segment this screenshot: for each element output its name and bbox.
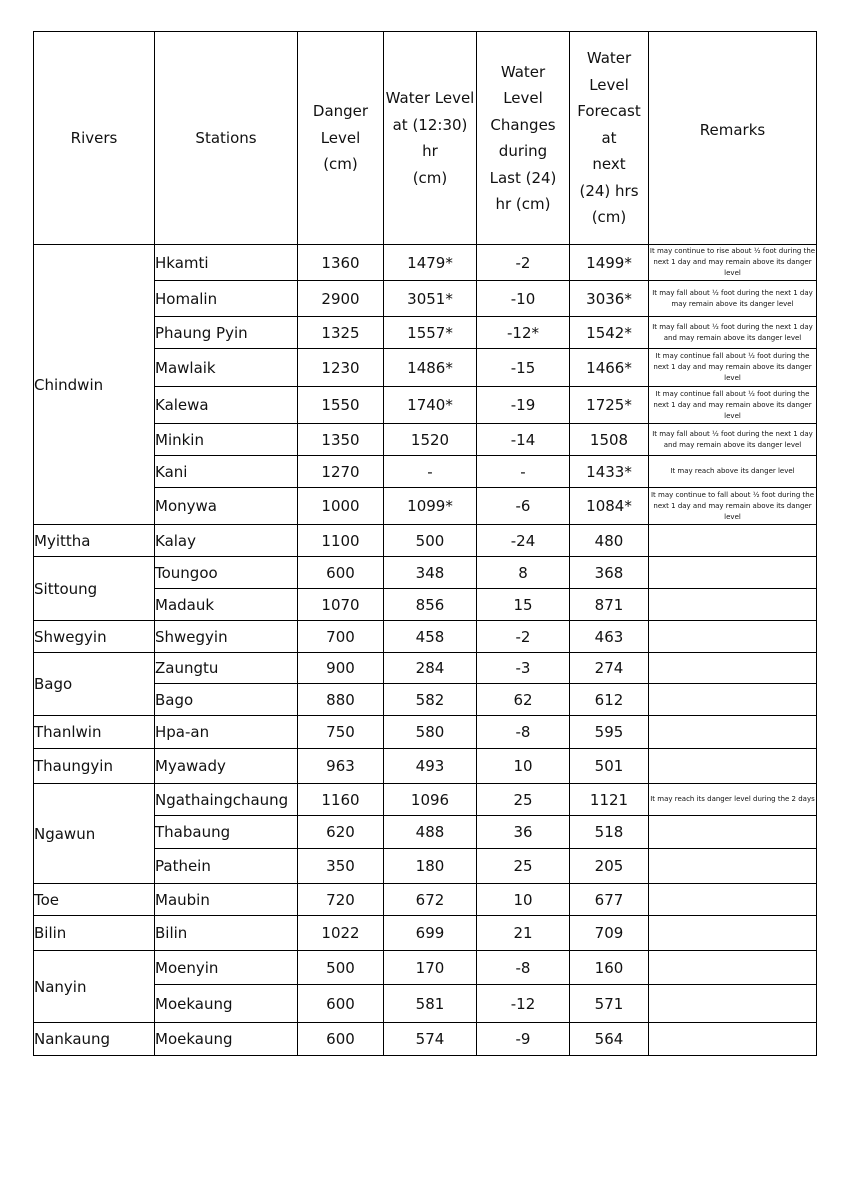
danger-level-value: 1000 [298,488,384,525]
danger-level-value: 963 [298,749,384,784]
water-level-value: 1096 [384,784,477,816]
header-line: Danger [312,102,369,121]
forecast-value: 463 [570,621,649,653]
water-level-value: 699 [384,916,477,951]
table-row [34,884,817,916]
header-line: next [592,155,626,174]
danger-level-value: 1022 [298,916,384,951]
station-name: Mawlaik [155,349,298,387]
remark-text: It may continue to fall about ½ foot during the next 1 day and may remain above its danger level [649,488,817,525]
header-line: Water [586,49,632,68]
forecast-value: 571 [570,985,649,1023]
header-stations: Stations [155,32,298,245]
remark-text [649,1023,817,1056]
table-row [34,525,817,557]
header-line: (cm) [323,155,358,174]
forecast-value: 612 [570,684,649,716]
forecast-value: 564 [570,1023,649,1056]
station-name: Maubin [155,884,298,916]
forecast-value: 677 [570,884,649,916]
level-change-value: 8 [477,557,570,589]
water-level-table [33,31,817,1056]
station-name: Hpa-an [155,716,298,749]
remark-text [649,684,817,716]
danger-level-value: 620 [298,816,384,849]
station-name: Minkin [155,424,298,456]
header-level-forecast [570,32,649,245]
forecast-value: 595 [570,716,649,749]
forecast-value: 1084* [570,488,649,525]
remark-text: It may fall about ½ foot during the next 1 day and may remain above its danger level [649,317,817,349]
remark-text: It may fall about ½ foot during the next 1 day and may remain above its danger level [649,424,817,456]
station-name: Thabaung [155,816,298,849]
water-level-value: 856 [384,589,477,621]
danger-level-value: 1160 [298,784,384,816]
water-level-value: 488 [384,816,477,849]
station-name: Bilin [155,916,298,951]
table-row [34,557,817,589]
level-change-value: -8 [477,716,570,749]
danger-level-value: 1070 [298,589,384,621]
river-name: Thanlwin [34,716,155,749]
river-name: Bilin [34,916,155,951]
danger-level-value: 1230 [298,349,384,387]
forecast-value: 368 [570,557,649,589]
level-change-value: - [477,456,570,488]
water-level-value: 1557* [384,317,477,349]
header-level-changes [477,32,570,245]
level-change-value: -12 [477,985,570,1023]
remark-text [649,589,817,621]
level-change-value: 25 [477,784,570,816]
forecast-value: 1121 [570,784,649,816]
level-change-value: 36 [477,816,570,849]
station-name: Kani [155,456,298,488]
table-row [34,749,817,784]
remark-text: It may reach its danger level during the 2 days [649,784,817,816]
danger-level-value: 600 [298,557,384,589]
table-row [34,784,817,816]
table-row [34,716,817,749]
header-rivers: Rivers [34,32,155,245]
station-name: Bago [155,684,298,716]
forecast-value: 518 [570,816,649,849]
station-name: Shwegyin [155,621,298,653]
water-level-value: 1486* [384,349,477,387]
header-line: Last (24) [489,168,557,187]
header-line: at (12:30) hr [392,115,468,160]
remark-text: It may reach above its danger level [649,456,817,488]
remark-text [649,525,817,557]
remark-text [649,816,817,849]
header-line: (24) hrs [579,181,639,200]
danger-level-value: 880 [298,684,384,716]
table-body [34,245,817,1056]
water-level-value: 3051* [384,281,477,317]
level-change-value: 10 [477,884,570,916]
header-line: Level [320,128,361,147]
water-level-value: 284 [384,653,477,684]
header-line: Water Level [385,89,475,107]
level-change-value: -6 [477,488,570,525]
level-change-value: 21 [477,916,570,951]
water-level-value: 1099* [384,488,477,525]
forecast-value: 871 [570,589,649,621]
station-name: Kalay [155,525,298,557]
station-name: Phaung Pyin [155,317,298,349]
table-row [34,621,817,653]
remark-text [649,884,817,916]
header-line: (cm) [412,168,448,187]
level-change-value: -8 [477,951,570,985]
level-change-value: -2 [477,245,570,281]
level-change-value: 10 [477,749,570,784]
station-name: Zaungtu [155,653,298,684]
level-change-value: -2 [477,621,570,653]
river-name: Shwegyin [34,621,155,653]
remark-text [649,621,817,653]
water-level-value: 493 [384,749,477,784]
table-row [34,245,817,281]
river-name: Chindwin [34,245,155,525]
station-name: Moekaung [155,985,298,1023]
danger-level-value: 1325 [298,317,384,349]
header-line: Changes [490,115,556,134]
forecast-value: 480 [570,525,649,557]
remark-text [649,557,817,589]
station-name: Moekaung [155,1023,298,1056]
header-line: during [498,142,548,160]
table-row [34,951,817,985]
header-danger-level [298,32,384,245]
level-change-value: -24 [477,525,570,557]
level-change-value: -19 [477,387,570,424]
forecast-value: 1499* [570,245,649,281]
remark-text: It may continue to rise about ½ foot during the next 1 day and may remain above its danger level [649,245,817,281]
forecast-value: 501 [570,749,649,784]
danger-level-value: 900 [298,653,384,684]
water-level-value: - [384,456,477,488]
level-change-value: 25 [477,849,570,884]
water-level-value: 348 [384,557,477,589]
danger-level-value: 1360 [298,245,384,281]
water-level-value: 574 [384,1023,477,1056]
forecast-value: 3036* [570,281,649,317]
header-water-level [384,32,477,245]
water-level-value: 581 [384,985,477,1023]
header-remarks: Remarks [649,32,817,245]
river-name: Nanyin [34,951,155,1023]
remark-text: It may fall about ½ foot during the next 1 day may remain above its danger level [649,281,817,317]
danger-level-value: 1550 [298,387,384,424]
forecast-value: 1542* [570,317,649,349]
header-row [34,32,817,245]
level-change-value: -3 [477,653,570,684]
water-level-value: 170 [384,951,477,985]
danger-level-value: 1100 [298,525,384,557]
river-name: Myittha [34,525,155,557]
level-change-value: -12* [477,317,570,349]
level-change-value: -10 [477,281,570,317]
table-row [34,653,817,684]
station-name: Pathein [155,849,298,884]
table-row [34,916,817,951]
remark-text [649,951,817,985]
station-name: Homalin [155,281,298,317]
danger-level-value: 350 [298,849,384,884]
header-line: Level [589,75,629,94]
table-row [34,1023,817,1056]
danger-level-value: 2900 [298,281,384,317]
water-level-value: 500 [384,525,477,557]
river-name: Sittoung [34,557,155,621]
water-level-value: 1479* [384,245,477,281]
remark-text [649,985,817,1023]
remark-text [649,849,817,884]
water-level-value: 458 [384,621,477,653]
header-line: hr (cm) [495,195,551,213]
level-change-value: 15 [477,589,570,621]
remark-text [649,653,817,684]
remark-text [649,749,817,784]
station-name: Toungoo [155,557,298,589]
danger-level-value: 720 [298,884,384,916]
header-line: Water [500,62,546,81]
station-name: Madauk [155,589,298,621]
remark-text: It may continue fall about ½ foot during the next 1 day and may remain above its danger level [649,387,817,424]
remark-text [649,716,817,749]
remark-text: It may continue fall about ½ foot during the next 1 day and may remain above its danger level [649,349,817,387]
remark-text [649,916,817,951]
water-level-value: 180 [384,849,477,884]
forecast-value: 709 [570,916,649,951]
forecast-value: 160 [570,951,649,985]
danger-level-value: 1350 [298,424,384,456]
water-level-value: 1740* [384,387,477,424]
level-change-value: 62 [477,684,570,716]
danger-level-value: 600 [298,985,384,1023]
forecast-value: 1725* [570,387,649,424]
station-name: Kalewa [155,387,298,424]
river-name: Ngawun [34,784,155,884]
water-level-value: 672 [384,884,477,916]
danger-level-value: 500 [298,951,384,985]
forecast-value: 1433* [570,456,649,488]
level-change-value: -15 [477,349,570,387]
danger-level-value: 1270 [298,456,384,488]
header-line: Level [503,89,543,107]
river-name: Toe [34,884,155,916]
river-name: Nankaung [34,1023,155,1056]
danger-level-value: 750 [298,716,384,749]
water-level-value: 580 [384,716,477,749]
forecast-value: 1508 [570,424,649,456]
station-name: Moenyin [155,951,298,985]
station-name: Monywa [155,488,298,525]
header-line: Forecast [577,102,641,121]
danger-level-value: 600 [298,1023,384,1056]
water-level-value: 1520 [384,424,477,456]
forecast-value: 1466* [570,349,649,387]
danger-level-value: 700 [298,621,384,653]
forecast-value: 205 [570,849,649,884]
river-name: Bago [34,653,155,716]
river-name: Thaungyin [34,749,155,784]
station-name: Ngathaingchaung [155,784,298,816]
header-line: (cm) [591,208,627,227]
water-level-value: 582 [384,684,477,716]
station-name: Myawady [155,749,298,784]
header-line: at [601,128,617,147]
level-change-value: -14 [477,424,570,456]
station-name: Hkamti [155,245,298,281]
level-change-value: -9 [477,1023,570,1056]
forecast-value: 274 [570,653,649,684]
